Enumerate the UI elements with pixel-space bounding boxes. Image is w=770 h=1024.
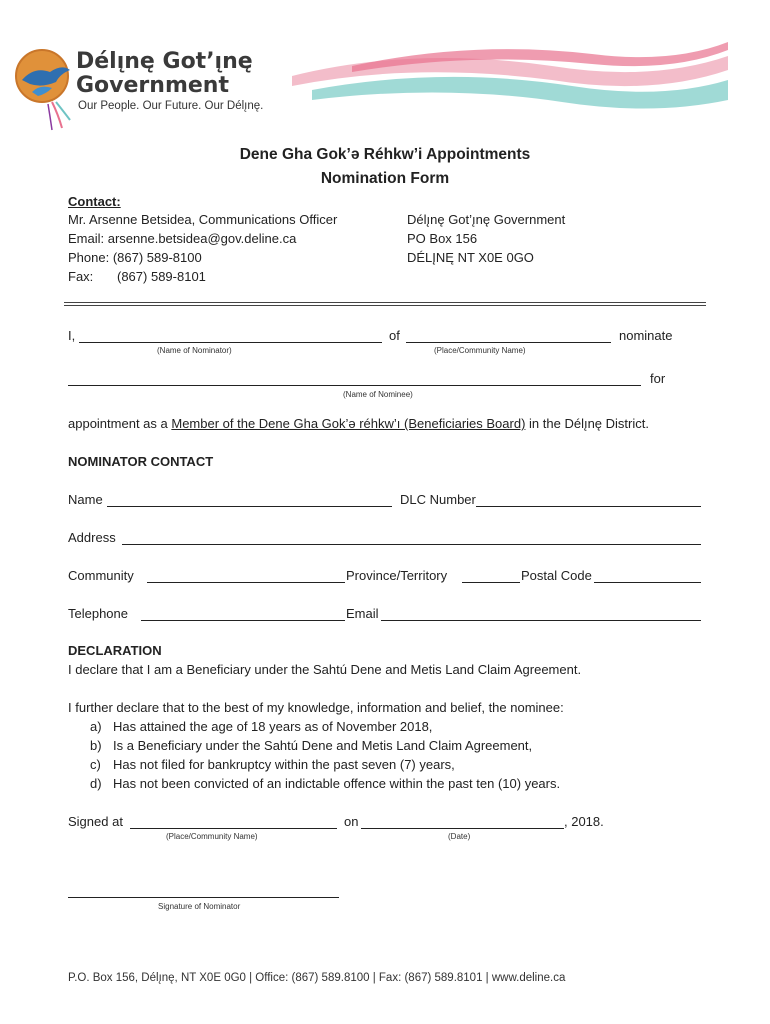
signed-place-caption: (Place/Community Name) <box>166 832 258 841</box>
declaration-item-d-marker: d) <box>90 776 102 791</box>
email-label: Email <box>346 606 379 621</box>
declaration-item-b: Is a Beneficiary under the Sahtú Dene and Metis Land Claim Agreement, <box>113 738 533 753</box>
name-of-nominator-caption: (Name of Nominator) <box>157 346 232 355</box>
province-label: Province/Territory <box>346 568 448 583</box>
declaration-statement: I declare that I am a Beneficiary under the Sahtú Dene and Metis Land Claim Agreement. <box>68 662 582 677</box>
signed-at-label: Signed at <box>68 814 123 829</box>
of-label: of <box>389 328 400 343</box>
place-caption: (Place/Community Name) <box>434 346 526 355</box>
name-label: Name <box>68 492 103 507</box>
dlc-number-input[interactable] <box>476 506 701 507</box>
nominator-contact-heading: NOMINATOR CONTACT <box>68 454 214 469</box>
address-input[interactable] <box>122 544 701 545</box>
name-of-nominee-caption: (Name of Nominee) <box>343 390 413 399</box>
contact-pobox: PO Box 156 <box>407 231 478 246</box>
address-label: Address <box>68 530 116 545</box>
tagline: Our People. Our Future. Our Délı̨nę. <box>78 100 264 112</box>
signed-date-caption: (Date) <box>448 832 471 841</box>
government-logo-emblem <box>12 44 82 134</box>
signature-input[interactable] <box>68 897 339 898</box>
form-title-line1: Dene Gha Gok’ə Réhkw’i Appointments <box>239 146 531 163</box>
org-name-line1: Délı̨nę Got’ı̨nę <box>76 49 253 74</box>
year-suffix: , 2018. <box>564 814 604 829</box>
i-label: I, <box>68 328 76 343</box>
decorative-ribbon <box>292 36 728 116</box>
contact-fax-value: (867) 589-8101 <box>117 269 206 284</box>
signature-caption: Signature of Nominator <box>158 902 241 911</box>
footer-contact: P.O. Box 156, Délı̨nę, NT X0E 0G0 | Office: (867) 589.8100 | Fax: (867) 589.8101 | www.deline.ca <box>68 972 566 984</box>
declaration-further: I further declare that to the best of my knowledge, information and belief, the nominee: <box>68 700 564 715</box>
org-name-line2: Government <box>76 73 229 98</box>
email-input[interactable] <box>381 620 701 621</box>
on-label: on <box>344 814 359 829</box>
community-input[interactable] <box>147 582 345 583</box>
appointment-suffix: in the Délı̨nę District. <box>529 416 649 431</box>
postal-code-label: Postal Code <box>521 568 592 583</box>
for-label: for <box>650 371 666 386</box>
declaration-item-a: Has attained the age of 18 years as of November 2018, <box>113 719 433 734</box>
contact-org: Délı̨nę Got’ı̨nę Government <box>407 212 566 227</box>
appointment-prefix: appointment as a <box>68 416 168 431</box>
contact-phone: Phone: (867) 589-8100 <box>68 250 202 265</box>
declaration-item-d: Has not been convicted of an indictable offence within the past ten (10) years. <box>113 776 561 791</box>
contact-person: Mr. Arsenne Betsidea, Communications Officer <box>68 212 338 227</box>
nominator-name-field[interactable] <box>79 342 382 343</box>
divider-bottom <box>64 305 706 306</box>
appointment-statement <box>68 416 649 431</box>
community-label: Community <box>68 568 134 583</box>
declaration-item-b-marker: b) <box>90 738 102 753</box>
nominate-label: nominate <box>619 328 673 343</box>
postal-code-input[interactable] <box>594 582 701 583</box>
province-input[interactable] <box>462 582 520 583</box>
appointment-position: Member of the Dene Gha Gok’ə réhkw’ı (Beneficiaries Board) <box>171 416 526 431</box>
form-title-line2: Nomination Form <box>320 170 450 187</box>
contact-city: DÉLĮNĘ NT X0E 0GO <box>407 250 534 265</box>
signed-date-input[interactable] <box>361 828 564 829</box>
signed-at-place-input[interactable] <box>130 828 337 829</box>
nominator-place-field[interactable] <box>406 342 611 343</box>
declaration-item-c: Has not filed for bankruptcy within the past seven (7) years, <box>113 757 455 772</box>
nominee-name-field[interactable] <box>68 385 641 386</box>
divider-top <box>64 302 706 303</box>
telephone-label: Telephone <box>68 606 128 621</box>
nominator-name-input[interactable] <box>107 506 392 507</box>
declaration-heading: DECLARATION <box>68 643 162 658</box>
contact-heading: Contact: <box>68 194 121 209</box>
declaration-item-a-marker: a) <box>90 719 102 734</box>
dlc-number-label: DLC Number <box>400 492 476 507</box>
telephone-input[interactable] <box>141 620 345 621</box>
declaration-item-c-marker: c) <box>90 757 101 772</box>
contact-fax-label: Fax: <box>68 269 94 284</box>
contact-email: Email: arsenne.betsidea@gov.deline.ca <box>68 231 297 246</box>
